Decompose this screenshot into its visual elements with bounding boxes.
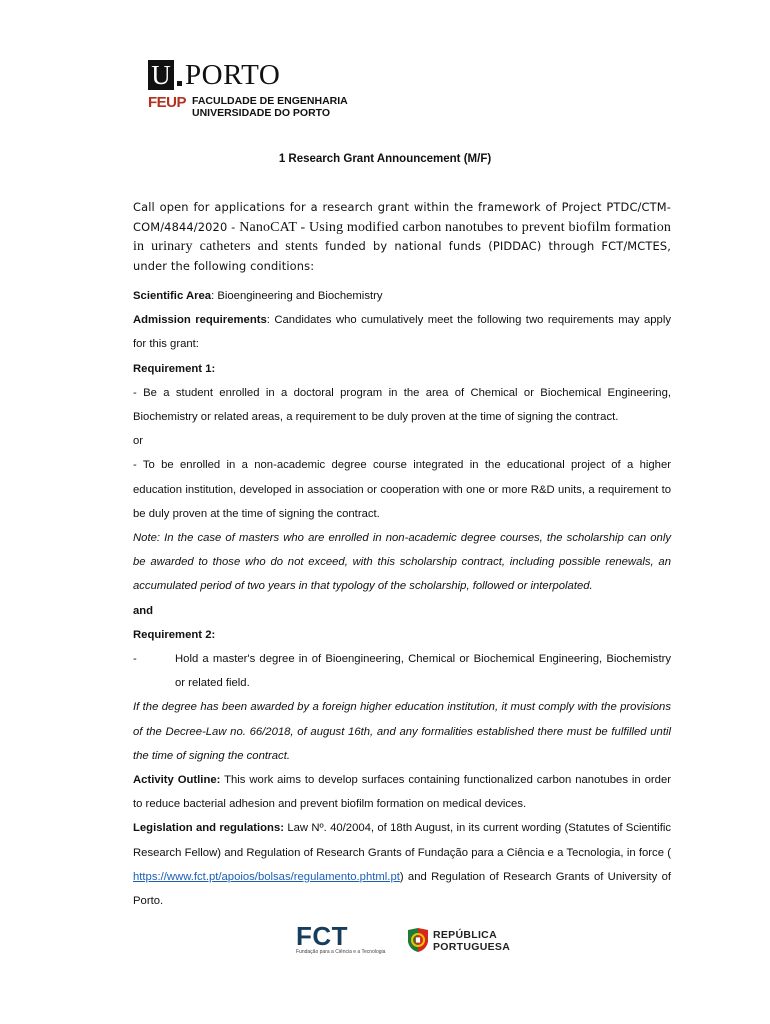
scientific-area-label: Scientific Area xyxy=(133,290,212,302)
fct-logo-subtitle: Fundação para a Ciência e a Tecnologia xyxy=(296,949,386,955)
republica-portuguesa-logo xyxy=(406,926,516,956)
fct-logo xyxy=(296,922,406,958)
document-body xyxy=(133,198,671,913)
intro-paragraph xyxy=(133,198,671,276)
requirement-2-item-text: Hold a master's degree in of Bioengineering, Chemical or Biochemical Engineering, Biochemistry or related field. xyxy=(175,653,671,690)
requirement-2-label: Requirement 2: xyxy=(133,628,216,641)
requirement-1-item-2: - To be enrolled in a non-academic degree course integrated in the educational project of a higher education institution, developed in association or cooperation with one or more R&D units, a requirement to be duly proven at the time of signing the contract. xyxy=(133,459,671,520)
requirement-1-item-1: - Be a student enrolled in a doctoral program in the area of Chemical or Biochemical Engineering, Biochemistry or related areas, a requirement to be duly proven at the time of signing the contract. xyxy=(133,386,671,424)
scientific-area xyxy=(133,284,671,308)
admission-requirements xyxy=(133,308,671,356)
intro-part-2: funded by national funds (PIDDAC) through FCT/MCTES, under the following conditions: xyxy=(133,239,671,273)
activity-label: Activity Outline: xyxy=(133,774,221,787)
logo-faculty-line-1: FACULDADE DE ENGENHARIA xyxy=(192,95,348,107)
activity-value: This work aims to develop surfaces containing functionalized carbon nanotubes in order to reduce bacterial adhesion and prevent biofilm formation on medical devices. xyxy=(133,774,671,811)
intro-part-1: Call open for applications for a research grant within the framework of Project PTDC/CTM-COM/4844/2020 - xyxy=(133,200,671,234)
requirement-1-note xyxy=(133,526,671,599)
and-text: and xyxy=(133,604,154,617)
fct-logo-text: FCT xyxy=(296,921,349,951)
project-title: NanoCAT - Using modified carbon nanotubes to prevent biofilm formation in urinary catheters and stents xyxy=(133,219,671,254)
scientific-area-value: : Bioengineering and Biochemistry xyxy=(211,290,383,302)
republica-line-1: REPÚBLICA xyxy=(433,929,497,941)
logo-feup: FEUP xyxy=(148,94,187,111)
logo-faculty-line-2: UNIVERSIDADE DO PORTO xyxy=(192,107,331,119)
legislation xyxy=(133,816,671,913)
fct-regulation-link[interactable]: https://www.fct.pt/apoios/bolsas/regulamento.phtml.pt xyxy=(133,870,400,883)
requirement-2-dash: - xyxy=(133,653,137,666)
admission-value: : Candidates who cumulatively meet the following two requirements may apply for this grant: xyxy=(133,314,671,351)
requirement-1-or: or xyxy=(133,435,144,448)
republica-line-2: PORTUGUESA xyxy=(433,941,511,953)
requirement-1-label: Requirement 1: xyxy=(133,362,216,375)
requirement-2-heading xyxy=(133,623,671,647)
legislation-value-1: Law Nº. 40/2004, of 18th August, in its current wording (Statutes of Scientific Research Fellow) and Regulation of Research Grants of Fundação para a Ciência e a Tecnologia, in force ( xyxy=(133,822,671,859)
logo-porto: PORTO xyxy=(185,59,281,91)
requirement-2-item xyxy=(133,647,671,695)
and-connector xyxy=(133,599,671,623)
admission-label: Admission requirements xyxy=(133,314,267,327)
page-title: 1 Research Grant Announcement (M/F) xyxy=(278,153,492,165)
logo-u: U xyxy=(148,60,174,90)
requirement-1-note-text: Note: In the case of masters who are enrolled in non-academic degree courses, the scholarship can only be awarded to those who do not exceed, with this scholarship contract, including possible renewals, an accumulated period of two years in that typology of the scholarship, followed or interpolated. xyxy=(133,532,671,593)
requirement-2-note xyxy=(133,695,671,768)
uporto-feup-logo xyxy=(148,60,348,122)
logo-dot xyxy=(177,81,182,86)
activity-outline xyxy=(133,768,671,816)
requirement-2-note-text: If the degree has been awarded by a foreign higher education institution, it must comply with the provisions of the Decree-Law no. 66/2018, of august 16th, and any formalities established there must be fulfilled until the time of signing the contract. xyxy=(133,701,671,762)
legislation-label: Legislation and regulations: xyxy=(133,822,284,835)
legislation-value-2: ) and Regulation of Research Grants of University of Porto. xyxy=(133,870,671,908)
republica-emblem-icon xyxy=(406,926,430,954)
requirement-1-heading xyxy=(133,357,671,381)
